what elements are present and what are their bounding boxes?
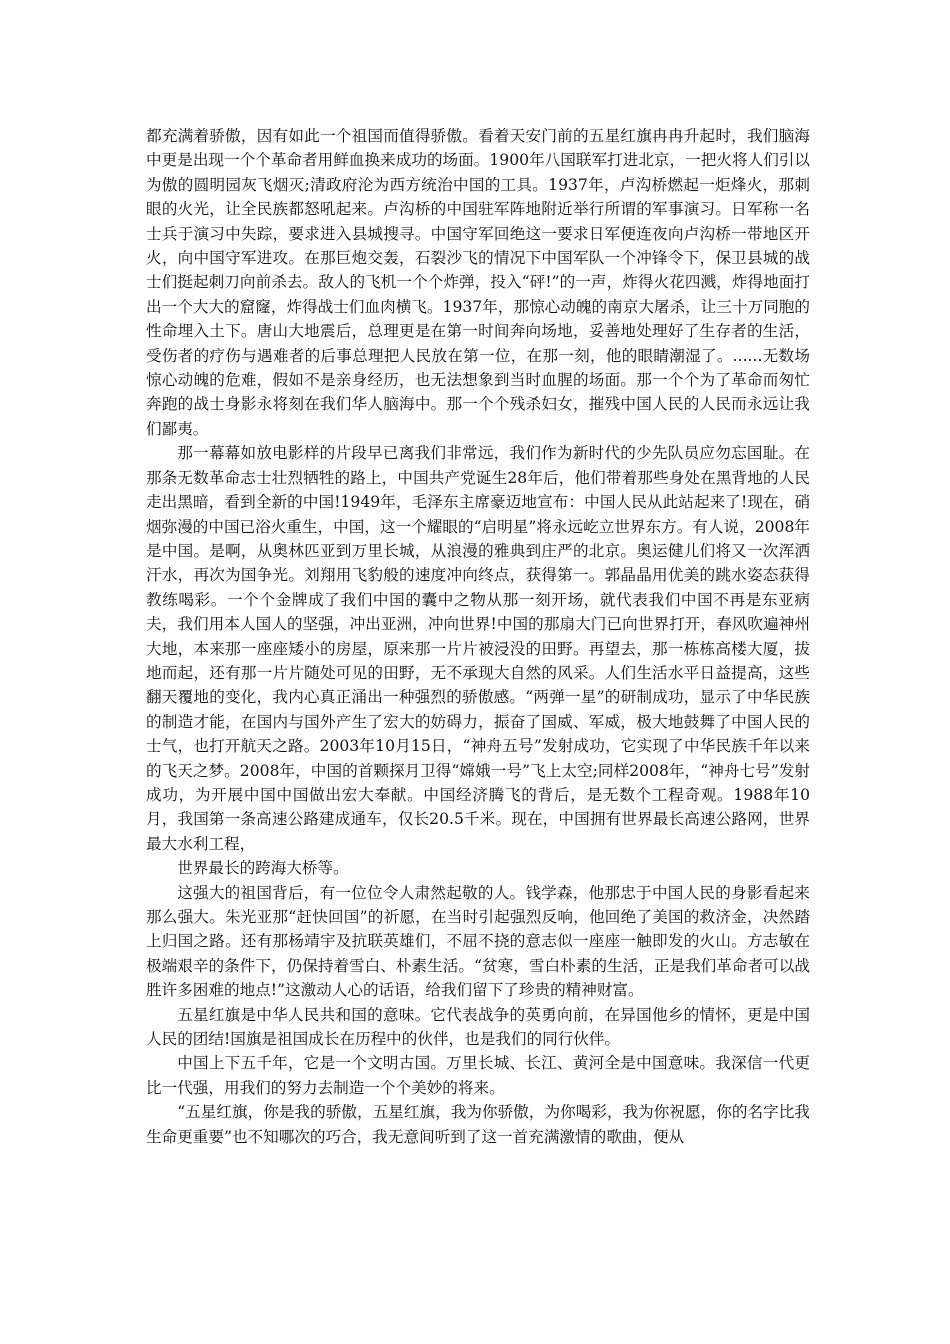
paragraph-2: 那一幕幕如放电影样的片段早已离我们非常远，我们作为新时代的少先队员应勿忘国耻。在那条无数革命志士壮烈牺牲的路上，中国共产党诞生28年后，他们带着那些身处在黑背地的人民走出黑暗，看到全新的中国!1949年，毛泽东主席豪迈地宣布：中国人民从此站起来了!现在，硝烟弥漫的中国已浴火重生，中国，这一个耀眼的“启明星”将永远屹立世界东方。有人说，2008年是中国。是啊，从奥林匹亚到万里长城，从浪漫的雅典到庄严的北京。奥运健儿们将又一次浑洒汗水，再次为国争光。刘翔用飞豹般的速度冲向终点，获得第一。郭晶晶用优美的跳水姿态获得教练喝彩。一个个金牌成了我们中国的囊中之物从那一刻开场，就代表我们中国不再是东亚病夫，我们用本人国人的坚强，冲出亚洲，冲向世界!中国的那扇大门已向世界打开，春风吹遍神州大地，本来那一座座矮小的房屋，原来那一片片被浸没的田野。再望去，那一栋栋高楼大厦，拔地而起，还有那一片片随处可见的田野，无不承现大自然的风采。人们生活水平日益提高，这些翻天覆地的变化，我内心真正涌出一种强烈的骄傲感。“两弹一星”的研制成功，显示了中华民族的制造才能，在国内与国外产生了宏大的妨碍力，振奋了国威、军威，极大地鼓舞了中国人民的士气，也打开航天之路。2003年10月15日，“神舟五号”发射成功，它实现了中华民族千年以来的飞天之梦。2008年，中国的首颗探月卫得“嫦娥一号”飞上太空;同样2008年，“神舟七号”发射成功，为开展中国中国做出宏大奉献。中国经济腾飞的背后，是无数个工程奇观。1988年10月，我国第一条高速公路建成通车，仅长20.5千米。现在，中国拥有世界最长高速公路网，世界最大水利工程，: [146, 444, 810, 853]
paragraph-3: 世界最长的跨海大桥等。: [177, 859, 349, 878]
document-body: [146, 124, 810, 1149]
paragraph-1: 都充满着骄傲，因有如此一个祖国而值得骄傲。看着天安门前的五星红旗冉冉升起时，我们脑海中更是出现一个个革命者用鲜血换来成功的场面。1900年八国联军打进北京，一把火将人们引以为傲的圆明园灰飞烟灭;清政府沦为西方统治中国的工具。1937年，卢沟桥燃起一炬烽火，那刺眼的火光，让全民族都怒吼起来。卢沟桥的中国驻军阵地附近举行所谓的军事演习。日军称一名士兵于演习中失踪，要求进入县城搜寻。中国守军回绝这一要求日军便连夜向卢沟桥一带地区开火，向中国守军进攻。在那巨炮交轰，石裂沙飞的情况下中国军队一个冲锋令下，保卫县城的战士们挺起刺刀向前杀去。敌人的飞机一个个炸弹，投入“砰!”的一声，炸得火花四溅，炸得地面打出一个大大的窟窿，炸得战士们血肉横飞。1937年，那惊心动魄的南京大屠杀，让三十万同胞的性命埋入土下。唐山大地震后，总理更是在第一时间奔向场地，妥善地处理好了生存者的生活，受伤者的疗伤与遇难者的后事总理把人民放在第一位，在那一刻，他的眼睛潮湿了。......无数场惊心动魄的危难，假如不是亲身经历，也无法想象到当时血腥的场面。那一个个为了革命而匆忙奔跑的战士身影永将刻在我们华人脑海中。那一个个残杀妇女，摧残中国人民的人民而永远让我们鄙夷。: [146, 127, 810, 438]
paragraph-6: 中国上下五千年，它是一个文明古国。万里长城、长江、黄河全是中国意味。我深信一代更比一代强，用我们的努力去制造一个个美妙的将来。: [146, 1054, 810, 1097]
paragraph-4: 这强大的祖国背后，有一位位令人肃然起敬的人。钱学森，他那忠于中国人民的身影看起来那么强大。朱光亚那“赶快回国”的祈愿，在当时引起强烈反响，他回绝了美国的救济金，决然踏上归国之路。还有那杨靖宇及抗联英雄们，不屈不挠的意志似一座座一触即发的火山。方志敏在极端艰辛的条件下，仍保持着雪白、朴素生活。“贫寒，雪白朴素的生活，正是我们革命者可以战胜许多困难的地点!”这激动人心的话语，给我们留下了珍贵的精神财富。: [146, 883, 810, 1000]
paragraph-7: “五星红旗，你是我的骄傲，五星红旗，我为你骄傲，为你喝彩，我为你祝愿，你的名字比我生命更重要”也不知哪次的巧合，我无意间听到了这一首充满激情的歌曲，便从: [146, 1103, 810, 1146]
paragraph-5: 五星红旗是中华人民共和国的意味。它代表战争的英勇向前，在异国他乡的情怀，更是中国人民的团结!国旗是祖国成长在历程中的伙伴，也是我们的同行伙伴。: [146, 1005, 810, 1049]
